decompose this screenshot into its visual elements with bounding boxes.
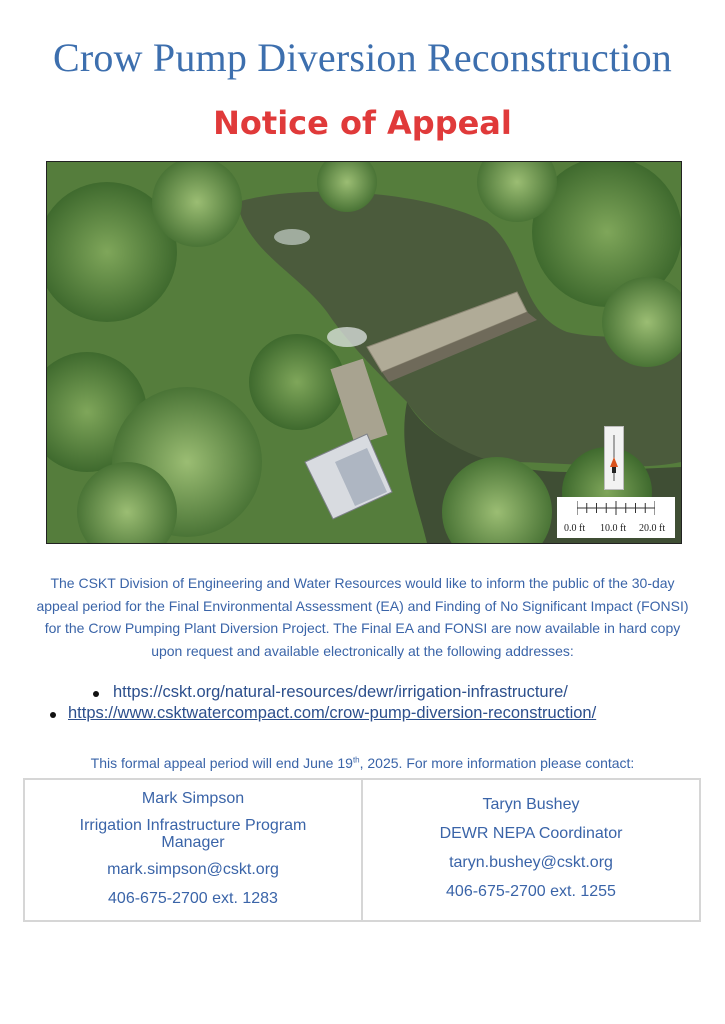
contact-email[interactable]: taryn.bushey@cskt.org	[449, 854, 613, 871]
contact-title-line: Irrigation Infrastructure Program	[79, 817, 307, 834]
scale-label-10: 10.0 ft	[600, 523, 627, 534]
appeal-text-end: , 2025. For more information please contact:	[359, 755, 635, 771]
north-arrow-icon	[604, 426, 624, 490]
notice-paragraph: The CSKT Division of Engineering and Water Resources would like to inform the public of the 30-day appeal period for the Final Environmental Assessment (EA) and Finding of No Significant Impact (FONSI) for the Crow Pumping Plant Diversion Project. The Final EA and FONSI are now available in hard copy upon request and available electronically at the following addresses:	[36, 575, 689, 659]
scale-label-20: 20.0 ft	[639, 523, 666, 534]
contacts-table	[23, 778, 701, 922]
water-compact-link[interactable]: https://www.csktwatercompact.com/crow-pump-diversion-reconstruction/	[68, 704, 597, 722]
contact-card-mark-simpson	[25, 780, 361, 920]
contact-name: Mark Simpson	[141, 790, 245, 807]
appeal-ordinal: th	[352, 755, 360, 765]
bullet-icon	[50, 712, 56, 718]
contact-title	[39, 817, 347, 851]
link-item	[0, 683, 725, 704]
link-item	[0, 704, 725, 725]
link-list	[0, 683, 725, 725]
contact-title: DEWR NEPA Coordinator	[439, 825, 623, 842]
scale-bar	[557, 497, 675, 538]
contact-phone[interactable]: 406-675-2700 ext. 1255	[446, 883, 616, 900]
contact-email[interactable]: mark.simpson@cskt.org	[107, 861, 279, 878]
appeal-period-text	[0, 755, 725, 771]
contact-card-taryn-bushey	[361, 780, 699, 920]
cskt-irrigation-link[interactable]: https://cskt.org/natural-resources/dewr/irrigation-infrastructure/	[113, 683, 568, 701]
notice-heading: Notice of Appeal	[213, 104, 512, 142]
contact-title-line: Manager	[161, 834, 225, 851]
contact-name: Taryn Bushey	[482, 796, 580, 813]
appeal-text-start: This formal appeal period will end June 19	[90, 755, 353, 771]
scale-label-0: 0.0 ft	[564, 523, 586, 534]
aerial-photo-drawing	[47, 162, 681, 543]
aerial-photo	[46, 161, 682, 544]
contact-phone[interactable]: 406-675-2700 ext. 1283	[108, 890, 278, 907]
bullet-icon	[93, 691, 99, 697]
scale-bar-ticks	[577, 501, 655, 515]
page-title: Crow Pump Diversion Reconstruction	[53, 35, 672, 80]
